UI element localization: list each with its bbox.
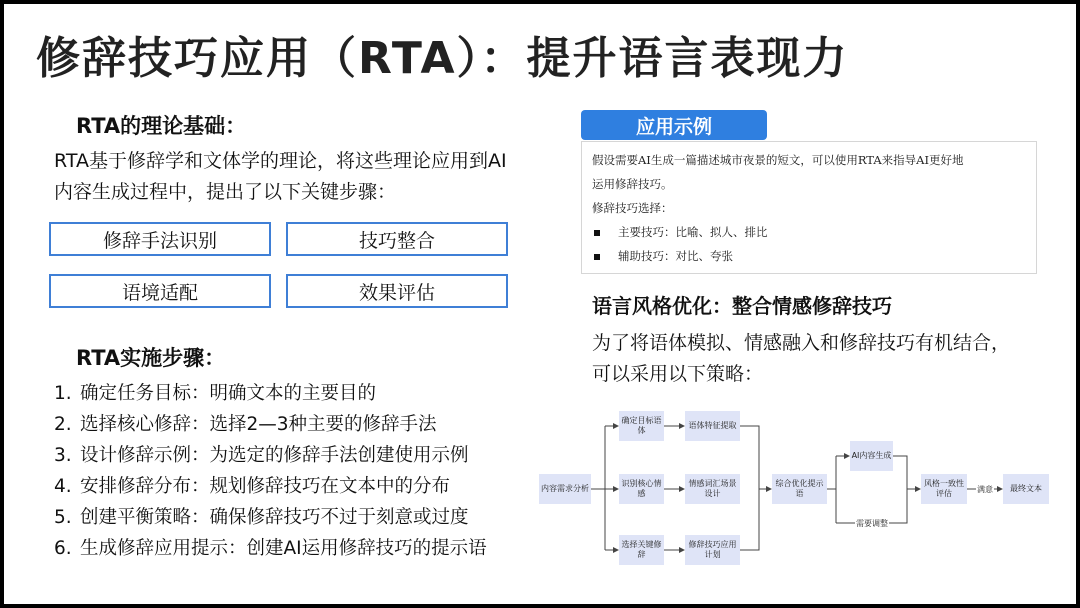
step-number: 2. (54, 414, 72, 435)
example-bullet-text: 主要技巧：比喻、拟人、排比 (618, 225, 768, 239)
flow-node-prompt: 综合优化提示语 (772, 474, 827, 504)
flow-node-final: 最终文本 (1003, 474, 1049, 504)
step-text: 创建平衡策略：确保修辞技巧不过于刻意或过度 (80, 507, 469, 528)
example-line: 假设需要AI生成一篇描述城市夜景的短文，可以使用RTA来指导AI更好地 (592, 153, 964, 167)
example-line: 运用修辞技巧。 (592, 177, 673, 191)
style-text (592, 328, 1010, 390)
flow-node-plan: 修辞技巧应用计划 (685, 535, 740, 565)
step-text: 生成修辞应用提示：创建AI运用修辞技巧的提示语 (80, 538, 487, 559)
key-step-box: 效果评估 (286, 274, 508, 308)
step-item (54, 378, 487, 409)
step-number: 1. (54, 383, 72, 404)
flow-node-goal: 确定目标语体 (619, 411, 664, 441)
theory-text (54, 146, 507, 208)
step-item (54, 533, 487, 564)
style-text-line-2: 可以采用以下策略： (592, 363, 764, 385)
flow-edge-label-satisfied: 满意 (977, 485, 993, 494)
step-item (54, 440, 487, 471)
flow-node-input: 内容需求分析 (539, 474, 591, 504)
step-text: 确定任务目标：明确文本的主要目的 (80, 383, 377, 404)
key-step-box: 技巧整合 (286, 222, 508, 256)
theory-text-line-1: RTA基于修辞学和文体学的理论，将这些理论应用到AI (54, 150, 507, 172)
step-text: 安排修辞分布：规划修辞技巧在文本中的分布 (80, 476, 451, 497)
example-label: 应用示例 (581, 110, 767, 140)
theory-text-line-2: 内容生成过程中，提出了以下关键步骤： (54, 181, 397, 203)
flow-node-feature: 语体特征提取 (685, 411, 740, 441)
key-step-box: 修辞手法识别 (49, 222, 271, 256)
flow-node-vocab: 情感词汇场景设计 (685, 474, 740, 504)
style-text-line-1: 为了将语体模拟、情感融入和修辞技巧有机结合， (592, 332, 1011, 354)
example-box (581, 141, 1037, 274)
flow-node-core: 识别核心情感 (619, 474, 664, 504)
example-bullet-item (592, 244, 1026, 268)
bullet-icon (594, 254, 600, 260)
implementation-steps (54, 378, 487, 564)
step-number: 6. (54, 538, 72, 559)
step-text: 选择核心修辞：选择2—3种主要的修辞手法 (80, 414, 437, 435)
slide-title: 修辞技巧应用（RTA）：提升语言表现力 (36, 33, 849, 84)
flow-node-generate: AI内容生成 (850, 441, 893, 471)
step-number: 5. (54, 507, 72, 528)
flowchart (539, 404, 1049, 564)
step-text: 设计修辞示例：为选定的修辞手法创建使用示例 (80, 445, 469, 466)
step-item (54, 502, 487, 533)
theory-heading: RTA的理论基础： (76, 114, 247, 138)
example-bullet-text: 辅助技巧：对比、夸张 (618, 249, 733, 263)
key-step-box: 语境适配 (49, 274, 271, 308)
style-heading: 语言风格优化：整合情感修辞技巧 (592, 294, 892, 318)
flow-edge-label-adjust: 需要调整 (856, 519, 888, 528)
implementation-heading: RTA实施步骤： (76, 346, 226, 370)
flow-node-evaluate: 风格一致性评估 (921, 474, 967, 504)
connector-line (740, 426, 759, 550)
step-number: 4. (54, 476, 72, 497)
example-bullet-item (592, 220, 1026, 244)
step-item (54, 409, 487, 440)
step-item (54, 471, 487, 502)
example-line: 修辞技巧选择： (592, 201, 673, 215)
bullet-icon (594, 230, 600, 236)
step-number: 3. (54, 445, 72, 466)
connector-arrow (893, 456, 920, 489)
flow-node-select: 选择关键修辞 (619, 535, 664, 565)
